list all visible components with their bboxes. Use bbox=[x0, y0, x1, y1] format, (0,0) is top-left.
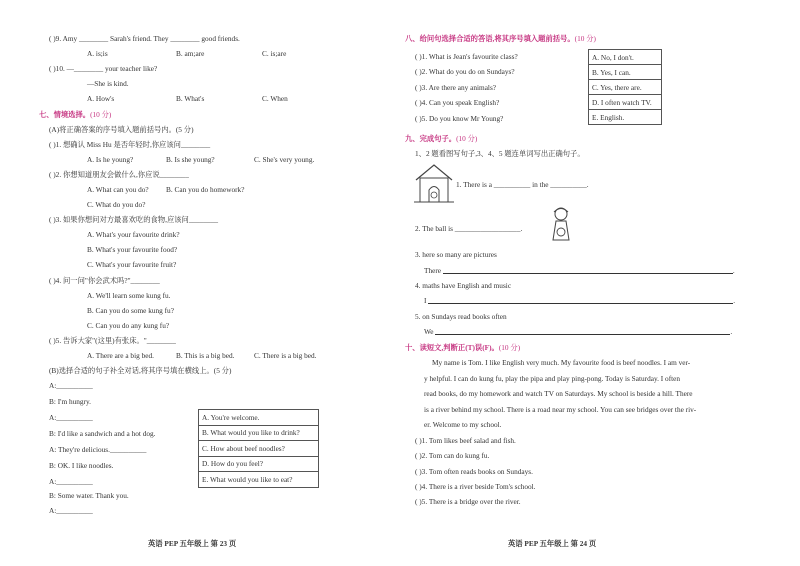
s9-q3-blank bbox=[443, 266, 733, 274]
a3-option-b: B. What's your favourite food? bbox=[87, 245, 178, 254]
section-8-title: 八、给问句选择合适的答语,将其序号填入题前括号。 bbox=[405, 34, 575, 43]
s10-statement-4: ( )4. There is a river beside Tom's school. bbox=[415, 482, 536, 491]
part-b-option-d: D. How do you feel? bbox=[199, 456, 319, 472]
a5-option-b: B. This is a big bed. bbox=[176, 351, 235, 360]
s10-statement-5: ( )5. There is a bridge over the river. bbox=[415, 497, 521, 506]
q10-option-b: B. What's bbox=[176, 94, 205, 103]
section-9-title: 九、完成句子。 bbox=[405, 134, 457, 143]
q9-option-c: C. is;are bbox=[262, 49, 287, 58]
s9-instruction: 1、2 题看图写句子,3、4、5 题连单词写出正确句子。 bbox=[415, 149, 585, 158]
s9-q3-answer: There . bbox=[424, 266, 735, 275]
section-7-heading bbox=[39, 110, 111, 119]
dialogue-line-7: A:__________ bbox=[49, 477, 93, 486]
s8-question-3: ( )3. Are there any animals? bbox=[415, 83, 497, 92]
part-a-title: (A)将正确答案的序号填入题前括号内。(5 分) bbox=[49, 125, 194, 134]
part-b-option-c: C. How about beef noodles? bbox=[199, 441, 319, 457]
s9-q3-words: 3. here so many are pictures bbox=[415, 250, 497, 259]
a2-option-b: B. Can you do homework? bbox=[166, 185, 245, 194]
a5-stem: ( )5. 告诉大家"(这里)有张床。"________ bbox=[49, 336, 176, 345]
dialogue-line-2: B: I'm hungry. bbox=[49, 397, 91, 406]
s8-answer-b: B. Yes, I can. bbox=[589, 65, 662, 80]
right-page-footer: 英语 PEP 五年级上 第 24 页 bbox=[508, 539, 597, 548]
section-7-score: (10 分) bbox=[90, 110, 112, 119]
section-10-heading bbox=[405, 343, 520, 352]
s8-question-1: ( )1. What is Jean's favourite class? bbox=[415, 52, 518, 61]
a1-option-a: A. Is he young? bbox=[87, 155, 134, 164]
s9-q1: 1. There is a __________ in the __________. bbox=[456, 180, 589, 189]
dialogue-line-8: B: Some water. Thank you. bbox=[49, 491, 129, 500]
q10-option-a: A. How's bbox=[87, 94, 115, 103]
a3-option-a: A. What's your favourite drink? bbox=[87, 230, 180, 239]
a1-option-b: B. Is she young? bbox=[166, 155, 215, 164]
section-9-score: (10 分) bbox=[456, 134, 478, 143]
dialogue-line-5: A: They're delicious.__________ bbox=[49, 445, 147, 454]
s9-q4-blank bbox=[428, 296, 733, 304]
q9-option-a: A. is;is bbox=[87, 49, 108, 58]
s8-answer-e: E. English. bbox=[589, 110, 662, 125]
section-10-score: (10 分) bbox=[498, 343, 521, 352]
s8-answer-a: A. No, I don't. bbox=[589, 50, 662, 65]
s9-q2: 2. The ball is __________________. bbox=[415, 224, 523, 233]
a2-stem: ( )2. 你想知道朋友会做什么,你应说________ bbox=[49, 170, 189, 179]
dialogue-line-3: A:__________ bbox=[49, 413, 93, 422]
s8-answer-box bbox=[588, 49, 662, 125]
s8-answer-c: C. Yes, there are. bbox=[589, 80, 662, 95]
section-9-heading bbox=[405, 134, 477, 143]
s8-question-5: ( )5. Do you know Mr Young? bbox=[415, 114, 504, 123]
dialogue-line-4: B: I'd like a sandwich and a hot dog. bbox=[49, 429, 156, 438]
s8-question-4: ( )4. Can you speak English? bbox=[415, 98, 500, 107]
part-b-option-b: B. What would you like to drink? bbox=[199, 425, 319, 441]
s9-q5-start: We bbox=[424, 327, 434, 336]
q9-option-b: B. am;are bbox=[176, 49, 205, 58]
a3-option-c: C. What's your favourite fruit? bbox=[87, 260, 177, 269]
a4-stem: ( )4. 问一问"你会武术吗?"________ bbox=[49, 276, 160, 285]
left-page-footer: 英语 PEP 五年级上 第 23 页 bbox=[148, 539, 237, 548]
q10-option-c: C. When bbox=[262, 94, 288, 103]
passage-line-4: is a river behind my school. There is a road near my school. You can see bridges over the riv- bbox=[424, 405, 697, 414]
doghouse-picture bbox=[414, 162, 454, 204]
s10-statement-3: ( )3. Tom often reads books on Sundays. bbox=[415, 467, 533, 476]
q10-reply: —She is kind. bbox=[87, 79, 129, 88]
s10-statement-1: ( )1. Tom likes beef salad and fish. bbox=[415, 436, 516, 445]
a2-option-c: C. What do you do? bbox=[87, 200, 146, 209]
right-page bbox=[400, 0, 800, 566]
s9-q4-words: 4. maths have English and music bbox=[415, 281, 512, 290]
s9-q5-answer: We . bbox=[424, 327, 733, 336]
s9-q5-blank bbox=[435, 327, 730, 335]
a2-option-a: A. What can you do? bbox=[87, 185, 149, 194]
a4-option-c: C. Can you do any kung fu? bbox=[87, 321, 170, 330]
a1-option-c: C. She's very young. bbox=[254, 155, 315, 164]
s8-question-2: ( )2. What do you do on Sundays? bbox=[415, 67, 515, 76]
part-b-option-e: E. What would you like to eat? bbox=[199, 472, 319, 488]
girl-with-ball-picture bbox=[548, 206, 574, 242]
s9-q5-words: 5. on Sundays read books often bbox=[415, 312, 507, 321]
dialogue-line-9: A:__________ bbox=[49, 506, 93, 515]
a5-option-c: C. There is a big bed. bbox=[254, 351, 317, 360]
section-7-title: 七、情境选择。 bbox=[39, 110, 91, 119]
dialogue-line-1: A:__________ bbox=[49, 381, 93, 390]
part-b-options-box bbox=[198, 409, 319, 488]
q9-stem: ( )9. Amy ________ Sarah's friend. They ________ good friends. bbox=[49, 34, 240, 43]
section-8-score: (10 分) bbox=[574, 34, 596, 43]
section-8-heading bbox=[405, 34, 596, 43]
passage-line-2: y helpful. I can do kung fu, play the pipa and play ping-pong. Today is Saturday. I often bbox=[424, 374, 681, 383]
s9-q4-answer: I . bbox=[424, 296, 736, 305]
q10-stem: ( )10. —________ your teacher like? bbox=[49, 64, 158, 73]
a1-stem: ( )1. 想确认 Miss Hu 是否年轻时,你应该问________ bbox=[49, 140, 211, 149]
part-b-option-a: A. You're welcome. bbox=[199, 410, 319, 426]
dialogue-line-6: B: OK. I like noodles. bbox=[49, 461, 114, 470]
a4-option-a: A. We'll learn some kung fu. bbox=[87, 291, 171, 300]
a4-option-b: B. Can you do some kung fu? bbox=[87, 306, 174, 315]
a3-stem: ( )3. 如果你想问对方最喜欢吃的食物,应该问________ bbox=[49, 215, 219, 224]
section-10-title: 十、读短文,判断正(T)误(F)。 bbox=[405, 343, 499, 352]
part-b-title: (B)选择合适的句子补全对话,将其序号填在横线上。(5 分) bbox=[49, 366, 232, 375]
a5-option-a: A. There are a big bed. bbox=[87, 351, 154, 360]
s9-q3-start: There bbox=[424, 266, 442, 275]
passage-line-1: My name is Tom. I like English very much. My favourite food is beef noodles. I am ver- bbox=[432, 358, 691, 367]
s9-q4-start: I bbox=[424, 296, 427, 305]
s8-answer-d: D. I often watch TV. bbox=[589, 95, 662, 110]
passage-line-3: read books, do my homework and watch TV on Saturdays. My school is beside a hill. There bbox=[424, 389, 693, 398]
s10-statement-2: ( )2. Tom can do kung fu. bbox=[415, 451, 490, 460]
passage-line-5: er. Welcome to my school. bbox=[424, 420, 502, 429]
